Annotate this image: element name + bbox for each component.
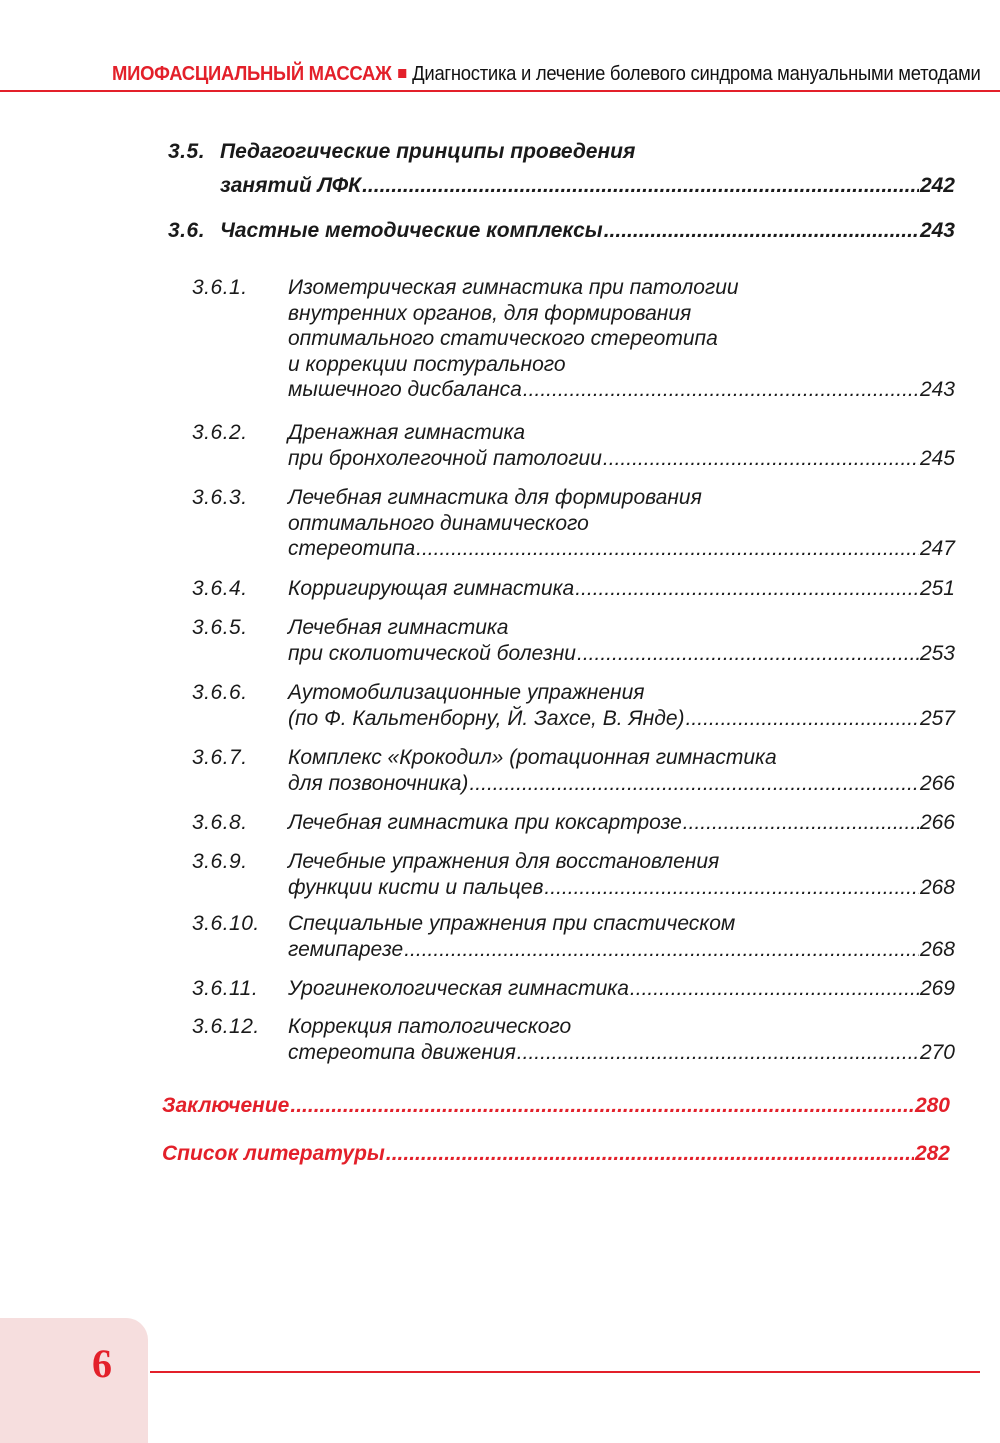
toc-page-number: 251 [919, 577, 955, 600]
toc-title: оптимального динамического [288, 511, 589, 535]
leader-dots [604, 219, 919, 243]
toc-number: 3.6.4. [192, 577, 248, 600]
page-number: 6 [92, 1341, 112, 1386]
toc-title: Комплекс «Крокодил» (ротационная гимнастика [288, 746, 777, 769]
toc-number: 3.6.10. [192, 912, 260, 935]
toc-entry-line [220, 219, 955, 243]
toc-number: 3.6.6. [192, 681, 248, 704]
toc-title: для позвоночника) [288, 771, 469, 795]
toc-entry-line [220, 174, 955, 198]
toc-entry-line [288, 577, 955, 601]
toc-page-number: 253 [919, 641, 955, 665]
toc-title: Лечебная гимнастика [288, 616, 509, 639]
leader-dots [416, 537, 919, 561]
leader-dots [575, 577, 919, 601]
toc-title: занятий ЛФК [220, 174, 362, 197]
leader-dots [517, 1041, 919, 1065]
toc-title: гемипарезе [288, 937, 404, 961]
toc-title: Лечебная гимнастика при коксартрозе [288, 811, 682, 834]
toc-entry-line [288, 977, 955, 1001]
toc-page-number: 242 [919, 174, 955, 197]
toc-title: Специальные упражнения при спастическом [288, 912, 736, 935]
toc-number: 3.6.12. [192, 1015, 260, 1038]
leader-dots [404, 938, 919, 962]
toc-entry-line [288, 707, 955, 731]
leader-dots [683, 811, 919, 835]
toc-page-number: 280 [914, 1094, 950, 1117]
toc-title: и коррекции постурального [288, 352, 566, 376]
toc-title: Частные методические комплексы [220, 219, 603, 242]
toc-title: Аутомобилизационные упражнения [288, 681, 645, 704]
toc-title: функции кисти и пальцев [288, 875, 544, 899]
toc-page-number: 257 [919, 706, 955, 730]
toc-title: Изометрическая гимнастика при патологии [288, 276, 739, 299]
page-number-tab [0, 1318, 148, 1443]
toc-number: 3.5. [168, 140, 206, 163]
toc-page-number: 282 [914, 1142, 950, 1165]
toc-entry-line [288, 378, 955, 402]
toc-page-number: 268 [919, 875, 955, 899]
toc-title: мышечного дисбаланса [288, 378, 522, 402]
toc-title: Педагогические принципы проведения [220, 140, 636, 163]
leader-dots [577, 642, 919, 666]
toc-title: Корригирующая гимнастика [288, 577, 575, 600]
toc-title: Коррекция патологического [288, 1015, 572, 1038]
toc-page-number: 243 [919, 378, 955, 402]
toc-end-entry [162, 1094, 950, 1118]
toc-title: стереотипа движения [288, 1040, 516, 1064]
leader-dots [469, 772, 919, 796]
toc-page-number: 266 [919, 771, 955, 795]
toc-page-number: 243 [919, 219, 955, 242]
toc-entry-line [288, 642, 955, 666]
toc-number: 3.6.2. [192, 421, 248, 444]
leader-dots [362, 174, 919, 198]
toc-page-number: 245 [919, 446, 955, 470]
toc-title: стереотипа [288, 537, 416, 561]
toc-number: 3.6.5. [192, 616, 248, 639]
book-subtitle: Диагностика и лечение болевого синдрома мануальными методами [412, 62, 981, 85]
toc-title: Лечебные упражнения для восстановления [288, 850, 720, 873]
toc-number: 3.6.9. [192, 850, 248, 873]
toc-entry-line [288, 772, 955, 796]
toc-title: Урогинекологическая гимнастика [288, 977, 629, 1000]
toc-title: Дренажная гимнастика [288, 421, 526, 444]
toc-entry-line [288, 938, 955, 962]
toc-entry-line [288, 447, 955, 471]
toc-number: 3.6.7. [192, 746, 248, 769]
toc-title: при сколиотической болезни [288, 641, 576, 665]
toc-number: 3.6.1. [192, 276, 248, 299]
leader-dots [290, 1094, 914, 1118]
toc-page-number: 247 [919, 537, 955, 561]
toc-title: Список литературы [162, 1142, 385, 1165]
toc-title: Лечебная гимнастика для формирования [288, 486, 702, 509]
leader-dots [603, 447, 919, 471]
toc-end-entry [162, 1142, 950, 1166]
toc-entry-line [288, 811, 955, 835]
toc-entry-line [288, 537, 955, 561]
toc-title: оптимального статического стереотипа [288, 327, 718, 351]
toc-title: внутренних органов, для формирования [288, 301, 692, 325]
leader-dots [686, 707, 919, 731]
toc-number: 3.6.8. [192, 811, 248, 834]
toc-title: (по Ф. Кальтенборну, Й. Захсе, В. Янде) [288, 706, 685, 730]
toc-title: Заключение [162, 1094, 290, 1117]
toc-number: 3.6. [168, 219, 206, 242]
toc-page-number: 269 [919, 977, 955, 1000]
toc-page-number: 266 [919, 811, 955, 834]
book-title: МИОФАСЦИАЛЬНЫЙ МАССАЖ [112, 62, 392, 85]
toc-entry-line [288, 1041, 955, 1065]
toc-title: при бронхолегочной патологии [288, 446, 602, 470]
leader-dots [630, 977, 919, 1001]
leader-dots [523, 378, 919, 402]
leader-dots [386, 1142, 914, 1166]
toc-page-number: 270 [919, 1040, 955, 1064]
toc-number: 3.6.3. [192, 486, 248, 509]
toc-number: 3.6.11. [192, 977, 259, 1000]
leader-dots [544, 876, 919, 900]
toc-page-number: 268 [919, 937, 955, 961]
footer-rule [150, 1371, 980, 1373]
toc-entry-line [288, 876, 955, 900]
